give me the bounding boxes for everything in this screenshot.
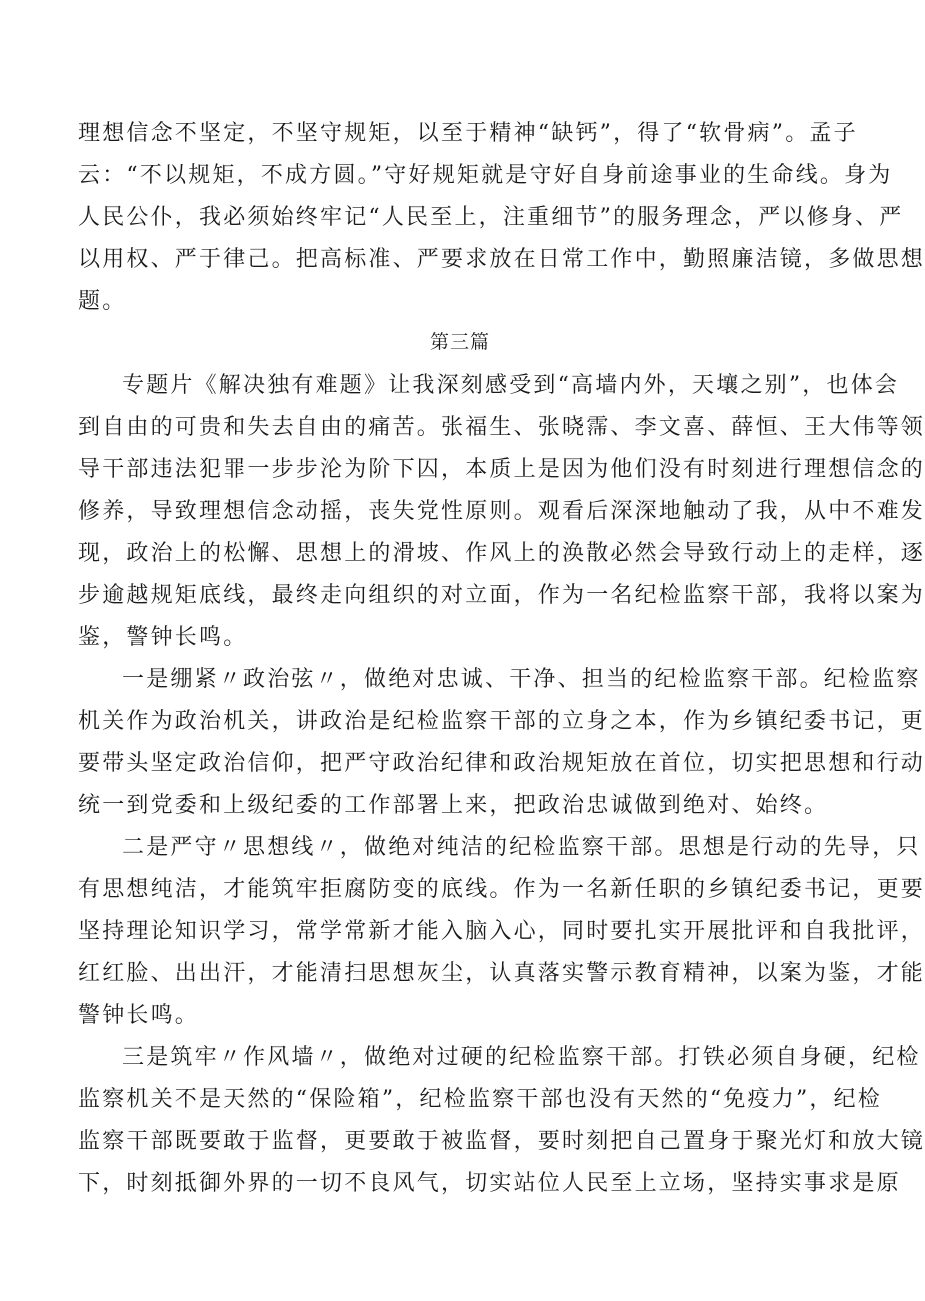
- paragraph-line: 导干部违法犯罪一步步沦为阶下囚，本质上是因为他们没有时刻进行理想信念的: [78, 457, 925, 482]
- paragraph-line: 监察干部既要敢于监督，更要敢于被监督，要时刻把自己置身于聚光灯和放大镜: [78, 1129, 925, 1154]
- paragraph-line: 有思想纯洁，才能筑牢拒腐防变的底线。作为一名新任职的乡镇纪委书记，更要: [78, 877, 925, 902]
- paragraph-line: 人民公仆，我必须始终牢记“人民至上，注重细节”的服务理念，严以修身、严: [78, 205, 904, 230]
- section-title: 第三篇: [429, 331, 490, 353]
- paragraph-line: 一是绷紧〃政治弦〃，做绝对忠诚、干净、担当的纪检监察干部。纪检监察: [122, 667, 921, 692]
- paragraph-line: 现，政治上的松懈、思想上的滑坡、作风上的涣散必然会导致行动上的走样，逐: [78, 541, 925, 566]
- paragraph-line: 鉴，警钟长鸣。: [78, 625, 248, 650]
- paragraph-line: 三是筑牢〃作风墙〃，做绝对过硬的纪检监察干部。打铁必须自身硬，纪检: [122, 1045, 921, 1070]
- paragraph-line: 专题片《解决独有难题》让我深刻感受到“高墙内外，天壤之别”，也体会: [122, 373, 900, 398]
- paragraph-line: 下，时刻抵御外界的一切不良风气，切实站位人民至上立场，坚持实事求是原: [78, 1171, 901, 1196]
- paragraph-line: 以用权、严于律己。把高标准、严要求放在日常工作中，勤照廉洁镜，多做思想: [78, 247, 925, 272]
- paragraph-line: 修养，导致理想信念动摇，丧失党性原则。观看后深深地触动了我，从中不难发: [78, 499, 925, 524]
- paragraph-line: 到自由的可贵和失去自由的痛苦。张福生、张晓霈、李文喜、薛恒、王大伟等领: [78, 415, 925, 440]
- paragraph-line: 监察机关不是天然的“保险箱”，纪检监察干部也没有天然的“免疫力”，纪检: [78, 1087, 882, 1112]
- paragraph-line: 坚持理论知识学习，常学常新才能入脑入心，同时要扎实开展批评和自我批评，: [78, 919, 925, 944]
- paragraph-line: 理想信念不坚定，不坚守规矩，以至于精神“缺钙”，得了“软骨病”。孟子: [78, 121, 858, 146]
- paragraph-line: 要带头坚定政治信仰，把严守政治纪律和政治规矩放在首位，切实把思想和行动: [78, 751, 925, 776]
- paragraph-line: 警钟长鸣。: [78, 1003, 200, 1028]
- paragraph-line: 题。: [78, 289, 127, 314]
- paragraph-line: 红红脸、出出汗，才能清扫思想灰尘，认真落实警示教育精神，以案为鉴，才能: [78, 961, 925, 986]
- paragraph-line: 云：“不以规矩，不成方圆。”守好规矩就是守好自身前途事业的生命线。身为: [78, 163, 893, 188]
- paragraph-line: 二是严守〃思想线〃，做绝对纯洁的纪检监察干部。思想是行动的先导，只: [122, 835, 921, 860]
- paragraph-line: 机关作为政治机关，讲政治是纪检监察干部的立身之本，作为乡镇纪委书记，更: [78, 709, 925, 734]
- paragraph-line: 步逾越规矩底线，最终走向组织的对立面，作为一名纪检监察干部，我将以案为: [78, 583, 925, 608]
- paragraph-line: 统一到党委和上级纪委的工作部署上来，把政治忠诚做到绝对、始终。: [78, 793, 829, 818]
